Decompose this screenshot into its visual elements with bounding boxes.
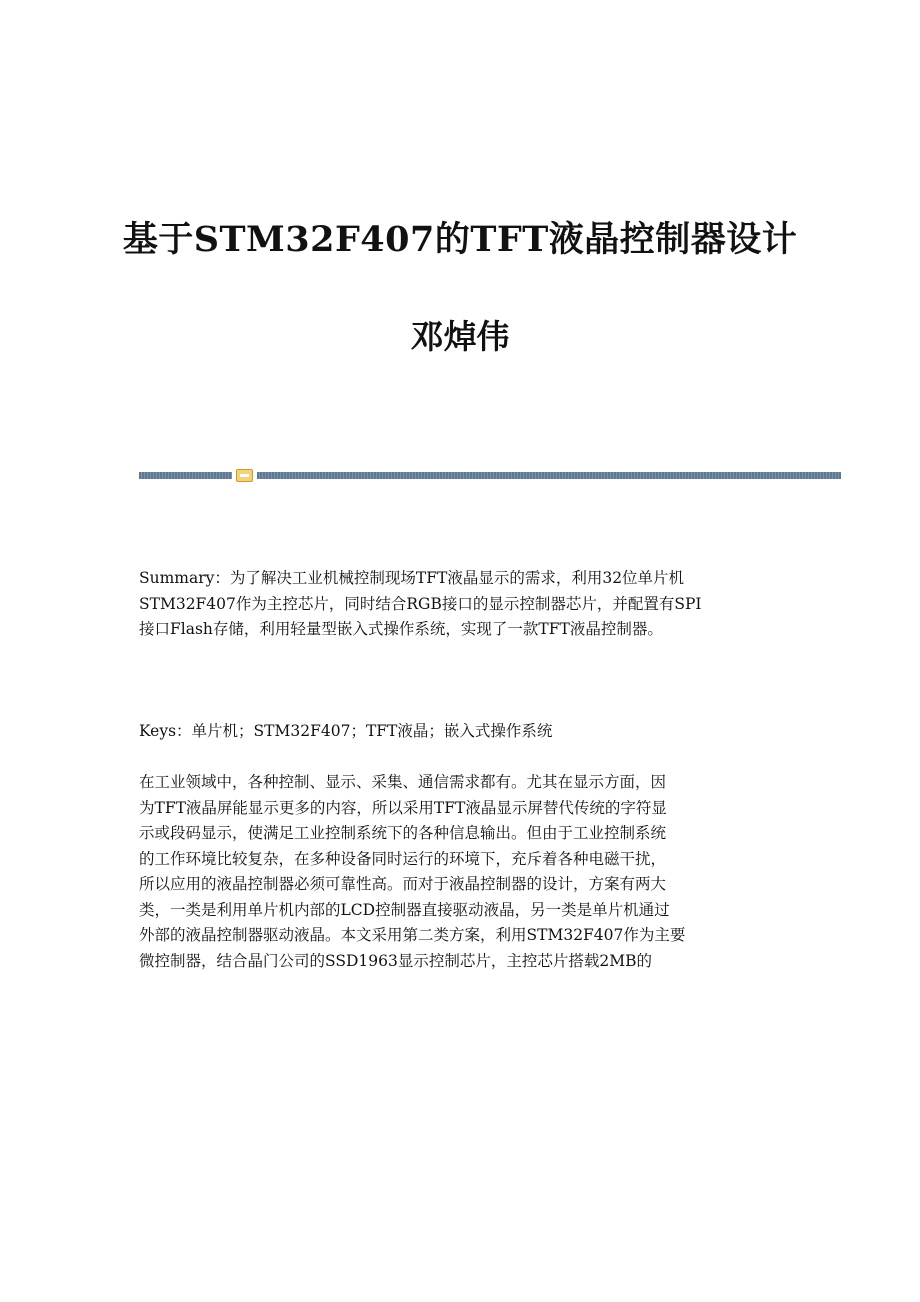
body-line: 所以应用的液晶控制器必须可靠性高。而对于液晶控制器的设计，方案有两大	[139, 875, 667, 893]
body-line: 为TFT液晶屏能显示更多的内容，所以采用TFT液晶显示屏替代传统的字符显	[139, 798, 667, 817]
keywords-line: Keys：单片机；STM32F407；TFT液晶；嵌入式操作系统	[139, 722, 553, 740]
keywords-paragraph	[139, 719, 779, 745]
divider-bar-left	[139, 472, 232, 479]
summary-paragraph	[139, 566, 779, 643]
body-line: 的工作环境比较复杂，在多种设备同时运行的环境下，充斥着各种电磁干扰，	[139, 849, 667, 868]
body-line: 外部的液晶控制器驱动液晶。本文采用第二类方案，利用STM32F407作为主要	[139, 926, 686, 944]
author-name: 邓焯伟	[410, 317, 510, 356]
summary-line: STM32F407作为主控芯片，同时结合RGB接口的显示控制器芯片，并配置有SPI	[139, 594, 702, 613]
body-paragraph	[139, 770, 779, 974]
body-line: 在工业领域中，各种控制、显示、采集、通信需求都有。尤其在显示方面，因	[139, 773, 667, 791]
envelope-icon	[236, 469, 253, 482]
body-line: 类，一类是利用单片机内部的LCD控制器直接驱动液晶，另一类是单片机通过	[139, 900, 670, 919]
decorative-divider	[139, 469, 841, 483]
summary-line: 接口Flash存储，利用轻量型嵌入式操作系统，实现了一款TFT液晶控制器。	[139, 620, 663, 638]
divider-bar-right	[257, 472, 841, 479]
body-line: 示或段码显示，使满足工业控制系统下的各种信息输出。但由于工业控制系统	[139, 824, 667, 842]
body-line: 微控制器，结合晶门公司的SSD1963显示控制芯片，主控芯片搭载2MB的	[139, 951, 652, 970]
summary-line: Summary：为了解决工业机械控制现场TFT液晶显示的需求，利用32位单片机	[139, 569, 685, 587]
document-title: 基于STM32F407的TFT液晶控制器设计	[122, 219, 798, 260]
